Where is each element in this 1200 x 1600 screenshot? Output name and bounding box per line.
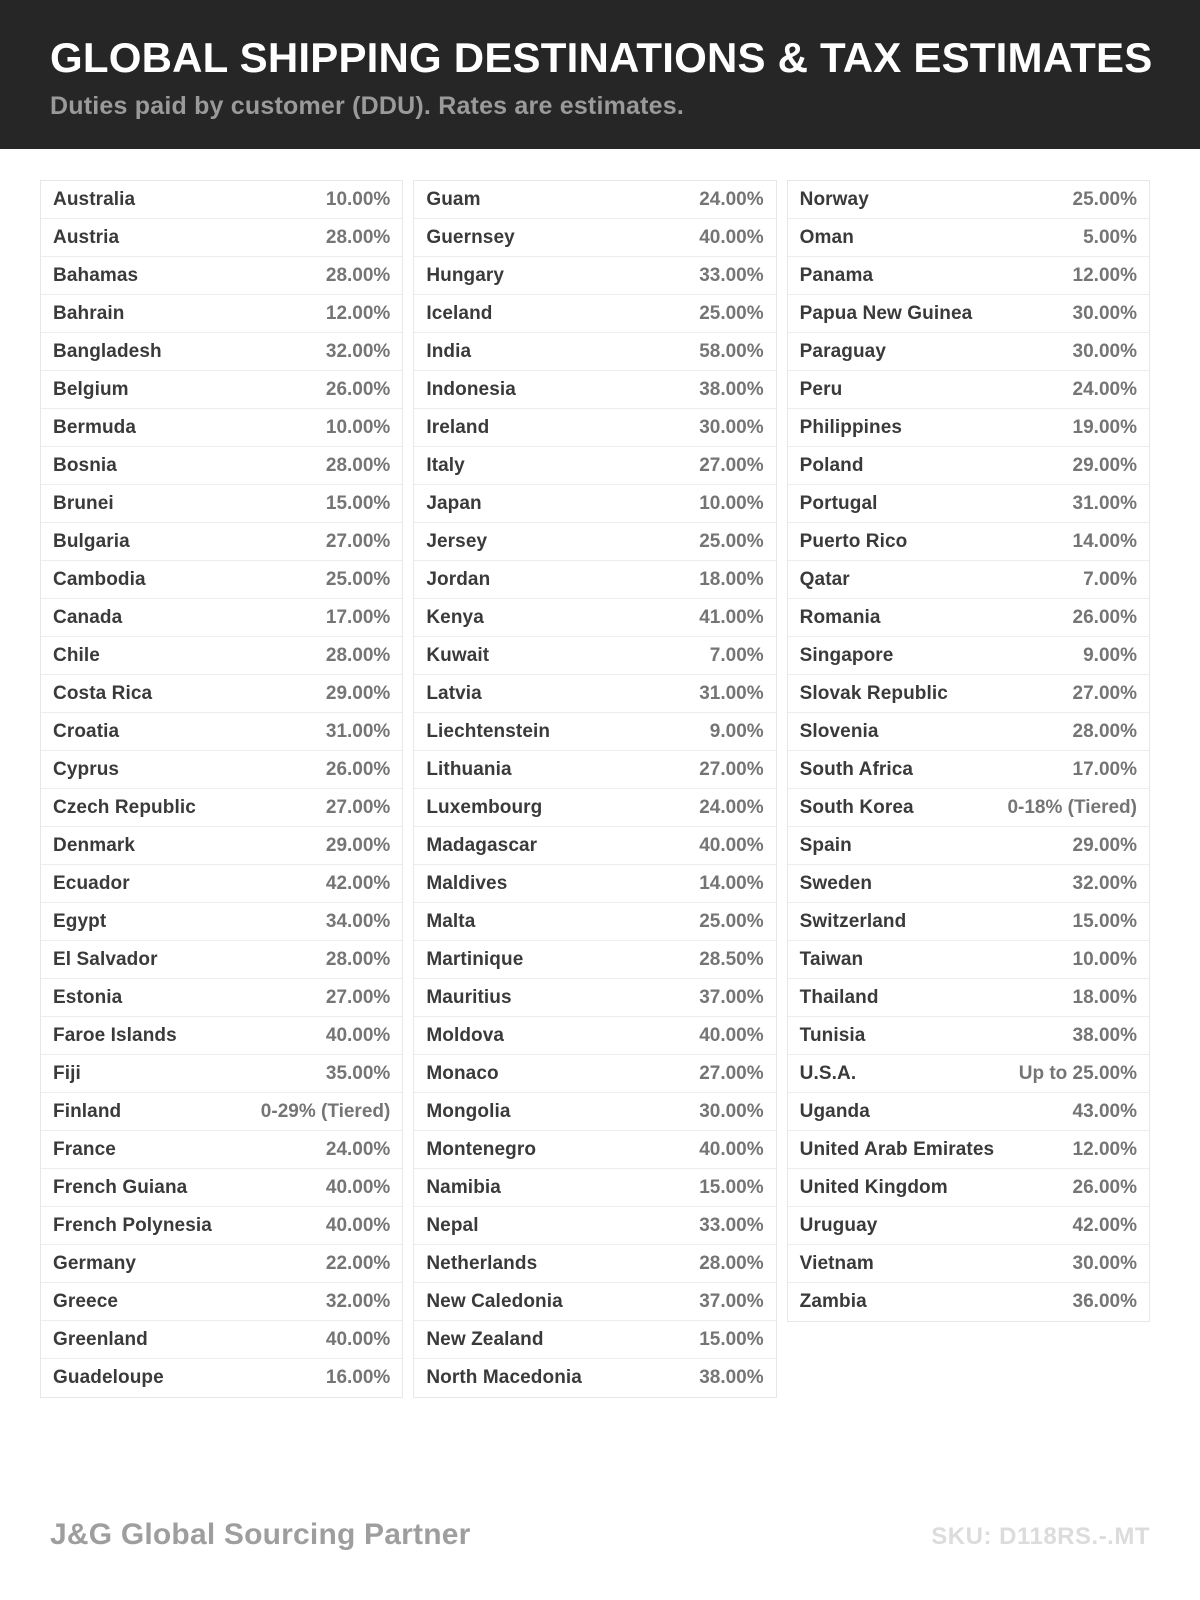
table-row xyxy=(414,1055,775,1093)
country-name: Bahamas xyxy=(53,264,139,286)
country-name: Mauritius xyxy=(426,986,512,1008)
tax-rate: 26.00% xyxy=(325,758,391,780)
country-name: Guadeloupe xyxy=(53,1367,164,1388)
tax-rate: 22.00% xyxy=(325,1252,391,1274)
table-row xyxy=(788,1207,1149,1245)
country-name: Switzerland xyxy=(799,910,907,932)
table-row xyxy=(414,599,775,637)
table-row xyxy=(41,637,402,675)
country-name: Egypt xyxy=(53,910,107,932)
country-name: Netherlands xyxy=(426,1252,538,1274)
tax-rate: 10.00% xyxy=(699,492,764,514)
table-row xyxy=(788,941,1149,979)
tax-rate: 40.00% xyxy=(325,1024,391,1046)
table-row xyxy=(41,1359,402,1397)
table-row xyxy=(41,1017,402,1055)
country-name: Norway xyxy=(799,188,869,210)
country-name: Greece xyxy=(53,1290,119,1312)
tax-rate: 0-29% (Tiered) xyxy=(260,1100,391,1122)
table-row xyxy=(788,295,1149,333)
country-name: Jersey xyxy=(426,530,488,552)
tax-rate: 25.00% xyxy=(699,302,764,324)
country-name: Qatar xyxy=(799,568,850,590)
tax-rate: 40.00% xyxy=(325,1176,391,1198)
table-row xyxy=(788,713,1149,751)
country-name: France xyxy=(53,1138,116,1160)
tax-rate: 40.00% xyxy=(699,1024,764,1046)
tax-rate: 41.00% xyxy=(699,606,764,628)
country-name: Czech Republic xyxy=(53,796,196,818)
tax-rate: 0-18% (Tiered) xyxy=(1007,796,1137,818)
tax-rate: 29.00% xyxy=(325,682,391,704)
country-name: Belgium xyxy=(53,378,129,400)
tax-rate: 9.00% xyxy=(709,720,764,742)
tax-rate: 28.00% xyxy=(1072,720,1137,742)
tax-rate: 28.00% xyxy=(325,644,391,666)
tax-rate: 26.00% xyxy=(325,378,391,400)
table-row xyxy=(414,713,775,751)
country-name: Taiwan xyxy=(799,948,864,970)
tax-rate: 18.00% xyxy=(699,568,764,590)
table-row xyxy=(41,1283,402,1321)
table-row xyxy=(788,371,1149,409)
table-row xyxy=(788,1055,1149,1093)
tax-rate: 32.00% xyxy=(325,1290,391,1312)
tax-rate: 28.00% xyxy=(325,948,391,970)
country-name: Germany xyxy=(53,1252,137,1274)
tax-rate: 36.00% xyxy=(1072,1291,1137,1312)
table-row xyxy=(788,789,1149,827)
tax-rate: 38.00% xyxy=(699,1367,764,1388)
tax-rate: 25.00% xyxy=(699,530,764,552)
tax-rate: 15.00% xyxy=(1072,910,1137,932)
country-name: Cyprus xyxy=(53,758,120,780)
header xyxy=(0,0,1200,149)
table-row xyxy=(788,447,1149,485)
tax-rate: 27.00% xyxy=(325,530,391,552)
rates-table xyxy=(40,180,1150,1398)
country-name: Poland xyxy=(799,454,864,476)
sku-label: SKU: D118RS.-.MT xyxy=(931,1523,1150,1550)
page-title: GLOBAL SHIPPING DESTINATIONS & TAX ESTIMATES xyxy=(50,34,1153,81)
table-row xyxy=(414,1359,775,1397)
table-row xyxy=(41,751,402,789)
tax-rate: 27.00% xyxy=(699,1062,764,1084)
country-name: Chile xyxy=(53,644,100,666)
table-row xyxy=(41,1245,402,1283)
tax-rate: 31.00% xyxy=(699,682,764,704)
table-row xyxy=(41,941,402,979)
table-row xyxy=(788,409,1149,447)
country-name: Uruguay xyxy=(799,1214,878,1236)
table-row xyxy=(41,523,402,561)
country-name: New Caledonia xyxy=(426,1290,563,1312)
country-name: South Korea xyxy=(799,796,914,818)
tax-rate: 7.00% xyxy=(1083,568,1137,590)
table-row xyxy=(788,181,1149,219)
table-row xyxy=(788,1093,1149,1131)
country-name: Ecuador xyxy=(53,872,130,894)
tax-rate: 35.00% xyxy=(325,1062,391,1084)
table-row xyxy=(41,675,402,713)
tax-rate: 43.00% xyxy=(1072,1100,1137,1122)
country-name: Tunisia xyxy=(799,1024,866,1046)
table-row xyxy=(414,561,775,599)
tax-rate: 10.00% xyxy=(325,416,391,438)
tax-rate: 16.00% xyxy=(325,1367,391,1388)
table-row xyxy=(41,789,402,827)
country-name: Puerto Rico xyxy=(799,530,908,552)
country-name: Thailand xyxy=(799,986,879,1008)
tax-rate: 32.00% xyxy=(1072,872,1137,894)
table-row xyxy=(414,485,775,523)
table-row xyxy=(788,561,1149,599)
country-name: Slovenia xyxy=(799,720,879,742)
country-name: Mongolia xyxy=(426,1100,511,1122)
tax-rate: 30.00% xyxy=(1072,1252,1137,1274)
country-name: Costa Rica xyxy=(53,682,153,704)
tax-rate: 24.00% xyxy=(699,188,764,210)
tax-rate: 40.00% xyxy=(325,1328,391,1350)
table-row xyxy=(414,1093,775,1131)
table-row xyxy=(414,903,775,941)
table-row xyxy=(788,1283,1149,1321)
table-row xyxy=(41,257,402,295)
table-row xyxy=(788,219,1149,257)
country-name: Finland xyxy=(53,1100,122,1122)
table-row xyxy=(41,979,402,1017)
country-name: Slovak Republic xyxy=(799,682,948,704)
tax-rate: 27.00% xyxy=(325,986,391,1008)
table-row xyxy=(414,1321,775,1359)
table-row xyxy=(414,1017,775,1055)
tax-rate: 42.00% xyxy=(1072,1214,1137,1236)
table-row xyxy=(788,637,1149,675)
tax-rate: 37.00% xyxy=(699,1290,764,1312)
country-name: Martinique xyxy=(426,948,524,970)
country-name: Monaco xyxy=(426,1062,499,1084)
country-name: Portugal xyxy=(799,492,878,514)
table-row xyxy=(414,1207,775,1245)
tax-rate: 18.00% xyxy=(1072,986,1137,1008)
tax-rate: 12.00% xyxy=(1072,1138,1137,1160)
tax-rate: 24.00% xyxy=(325,1138,391,1160)
country-name: Estonia xyxy=(53,986,123,1008)
tax-rate: 33.00% xyxy=(699,264,764,286)
table-row xyxy=(41,409,402,447)
country-name: Oman xyxy=(799,226,854,248)
country-name: Greenland xyxy=(53,1328,148,1350)
country-name: Latvia xyxy=(426,682,482,704)
table-row xyxy=(414,1131,775,1169)
country-name: Canada xyxy=(53,606,123,628)
table-row xyxy=(414,219,775,257)
country-name: Cambodia xyxy=(53,568,146,590)
table-row xyxy=(788,257,1149,295)
tax-rate: 24.00% xyxy=(699,796,764,818)
table-row xyxy=(41,181,402,219)
tax-rate: 27.00% xyxy=(325,796,391,818)
table-row xyxy=(788,599,1149,637)
country-name: Nepal xyxy=(426,1214,479,1236)
country-name: Faroe Islands xyxy=(53,1024,177,1046)
country-name: Romania xyxy=(799,606,881,628)
country-name: Australia xyxy=(53,188,136,210)
country-name: Austria xyxy=(53,226,120,248)
tax-rate: 40.00% xyxy=(699,834,764,856)
country-name: Hungary xyxy=(426,264,505,286)
table-row xyxy=(788,751,1149,789)
table-row xyxy=(414,979,775,1017)
country-name: Liechtenstein xyxy=(426,720,551,742)
tax-rate: 14.00% xyxy=(699,872,764,894)
table-row xyxy=(41,1207,402,1245)
table-row xyxy=(41,599,402,637)
country-name: Kenya xyxy=(426,606,484,628)
tax-rate: 15.00% xyxy=(699,1176,764,1198)
tax-rate: 25.00% xyxy=(1072,188,1137,210)
table-row xyxy=(41,1055,402,1093)
tax-rate: 28.00% xyxy=(325,264,391,286)
table-row xyxy=(414,371,775,409)
country-name: New Zealand xyxy=(426,1328,544,1350)
table-row xyxy=(414,751,775,789)
tax-rate: Up to 25.00% xyxy=(1018,1062,1137,1084)
country-name: Brunei xyxy=(53,492,114,514)
tax-rate: 30.00% xyxy=(1072,302,1137,324)
table-row xyxy=(41,219,402,257)
table-row xyxy=(414,333,775,371)
tax-rate: 27.00% xyxy=(699,454,764,476)
country-name: Spain xyxy=(799,834,852,856)
table-row xyxy=(414,1169,775,1207)
table-row xyxy=(414,1283,775,1321)
tax-rate: 32.00% xyxy=(325,340,391,362)
country-name: El Salvador xyxy=(53,948,158,970)
table-row xyxy=(41,865,402,903)
country-name: Bosnia xyxy=(53,454,117,476)
country-name: French Polynesia xyxy=(53,1214,212,1236)
tax-rate: 9.00% xyxy=(1083,644,1137,666)
country-name: Iceland xyxy=(426,302,493,324)
tax-rate: 28.00% xyxy=(325,226,391,248)
tax-rate: 12.00% xyxy=(325,302,391,324)
country-name: Madagascar xyxy=(426,834,538,856)
table-row xyxy=(788,865,1149,903)
table-row xyxy=(414,637,775,675)
table-row xyxy=(414,257,775,295)
table-row xyxy=(788,485,1149,523)
table-row xyxy=(41,295,402,333)
table-row xyxy=(414,295,775,333)
tax-rate: 40.00% xyxy=(699,226,764,248)
brand-name: J&G Global Sourcing Partner xyxy=(50,1518,471,1551)
table-row xyxy=(414,865,775,903)
country-name: Luxembourg xyxy=(426,796,543,818)
tax-rate: 38.00% xyxy=(699,378,764,400)
table-row xyxy=(41,1093,402,1131)
country-name: French Guiana xyxy=(53,1176,188,1198)
table-row xyxy=(788,1017,1149,1055)
table-row xyxy=(414,675,775,713)
table-row xyxy=(414,789,775,827)
country-name: Croatia xyxy=(53,720,120,742)
country-name: Philippines xyxy=(799,416,903,438)
country-name: Fiji xyxy=(53,1062,81,1084)
tax-rate: 28.50% xyxy=(699,948,764,970)
country-name: Montenegro xyxy=(426,1138,537,1160)
table-row xyxy=(414,447,775,485)
country-name: Zambia xyxy=(799,1291,867,1312)
tax-rate: 42.00% xyxy=(325,872,391,894)
tax-rate: 10.00% xyxy=(1072,948,1137,970)
tax-rate: 27.00% xyxy=(699,758,764,780)
tax-rate: 15.00% xyxy=(325,492,391,514)
table-row xyxy=(788,1131,1149,1169)
tax-rate: 27.00% xyxy=(1072,682,1137,704)
tax-rate: 17.00% xyxy=(1072,758,1137,780)
tax-rate: 29.00% xyxy=(1072,834,1137,856)
tax-rate: 40.00% xyxy=(325,1214,391,1236)
tax-rate: 7.00% xyxy=(709,644,764,666)
country-name: Peru xyxy=(799,378,843,400)
table-row xyxy=(41,561,402,599)
country-name: North Macedonia xyxy=(426,1367,582,1388)
tax-rate: 30.00% xyxy=(1072,340,1137,362)
tax-rate: 29.00% xyxy=(325,834,391,856)
country-name: Guam xyxy=(426,188,481,210)
tax-rate: 30.00% xyxy=(699,416,764,438)
tax-rate: 33.00% xyxy=(699,1214,764,1236)
rates-column-2 xyxy=(413,180,776,1398)
tax-rate: 24.00% xyxy=(1072,378,1137,400)
tax-rate: 34.00% xyxy=(325,910,391,932)
country-name: Uganda xyxy=(799,1100,870,1122)
country-name: India xyxy=(426,340,472,362)
table-row xyxy=(414,1245,775,1283)
tax-rate: 58.00% xyxy=(699,340,764,362)
table-row xyxy=(788,903,1149,941)
tax-rate: 26.00% xyxy=(1072,1176,1137,1198)
country-name: United Arab Emirates xyxy=(799,1138,995,1160)
country-name: Bermuda xyxy=(53,416,137,438)
table-row xyxy=(41,1169,402,1207)
table-row xyxy=(788,1169,1149,1207)
country-name: Denmark xyxy=(53,834,136,856)
country-name: Sweden xyxy=(799,872,873,894)
table-row xyxy=(41,903,402,941)
table-row xyxy=(414,181,775,219)
rates-column-1 xyxy=(40,180,403,1398)
tax-rate: 31.00% xyxy=(325,720,391,742)
country-name: Bahrain xyxy=(53,302,125,324)
tax-rate: 37.00% xyxy=(699,986,764,1008)
table-row xyxy=(788,523,1149,561)
tax-rate: 5.00% xyxy=(1083,226,1137,248)
tax-rate: 15.00% xyxy=(699,1328,764,1350)
page-subtitle: Duties paid by customer (DDU). Rates are estimates. xyxy=(50,92,685,121)
country-name: Jordan xyxy=(426,568,491,590)
tax-rate: 25.00% xyxy=(325,568,391,590)
country-name: Ireland xyxy=(426,416,490,438)
country-name: Panama xyxy=(799,264,874,286)
tax-rate: 30.00% xyxy=(699,1100,764,1122)
country-name: Japan xyxy=(426,492,482,514)
tax-rate: 28.00% xyxy=(325,454,391,476)
tax-rate: 28.00% xyxy=(699,1252,764,1274)
table-row xyxy=(788,675,1149,713)
country-name: Kuwait xyxy=(426,644,490,666)
country-name: Moldova xyxy=(426,1024,505,1046)
country-name: Bulgaria xyxy=(53,530,130,552)
tax-rate: 26.00% xyxy=(1072,606,1137,628)
tax-rate: 10.00% xyxy=(325,188,391,210)
tax-rate: 40.00% xyxy=(699,1138,764,1160)
tax-rate: 25.00% xyxy=(699,910,764,932)
table-row xyxy=(41,1321,402,1359)
country-name: Italy xyxy=(426,454,465,476)
country-name: Indonesia xyxy=(426,378,516,400)
tax-rate: 19.00% xyxy=(1072,416,1137,438)
table-row xyxy=(788,333,1149,371)
country-name: Vietnam xyxy=(799,1252,874,1274)
country-name: Lithuania xyxy=(426,758,512,780)
country-name: Guernsey xyxy=(426,226,515,248)
country-name: Singapore xyxy=(799,644,894,666)
table-row xyxy=(414,523,775,561)
rates-column-3 xyxy=(787,180,1150,1322)
table-row xyxy=(41,827,402,865)
tax-rate: 31.00% xyxy=(1072,492,1137,514)
table-row xyxy=(41,447,402,485)
tax-rate: 17.00% xyxy=(325,606,391,628)
country-name: U.S.A. xyxy=(799,1062,857,1084)
table-row xyxy=(41,485,402,523)
table-row xyxy=(788,1245,1149,1283)
table-row xyxy=(41,371,402,409)
table-row xyxy=(414,409,775,447)
country-name: Papua New Guinea xyxy=(799,302,973,324)
tax-rate: 12.00% xyxy=(1072,264,1137,286)
tax-rate: 14.00% xyxy=(1072,530,1137,552)
country-name: Malta xyxy=(426,910,476,932)
table-row xyxy=(788,827,1149,865)
country-name: Paraguay xyxy=(799,340,887,362)
table-row xyxy=(414,941,775,979)
country-name: United Kingdom xyxy=(799,1176,948,1198)
table-row xyxy=(414,827,775,865)
table-row xyxy=(41,333,402,371)
table-row xyxy=(41,713,402,751)
table-row xyxy=(41,1131,402,1169)
country-name: Maldives xyxy=(426,872,508,894)
country-name: Bangladesh xyxy=(53,340,162,362)
country-name: Namibia xyxy=(426,1176,501,1198)
table-row xyxy=(788,979,1149,1017)
tax-rate: 29.00% xyxy=(1072,454,1137,476)
tax-rate: 38.00% xyxy=(1072,1024,1137,1046)
footer xyxy=(0,1518,1200,1552)
country-name: South Africa xyxy=(799,758,914,780)
